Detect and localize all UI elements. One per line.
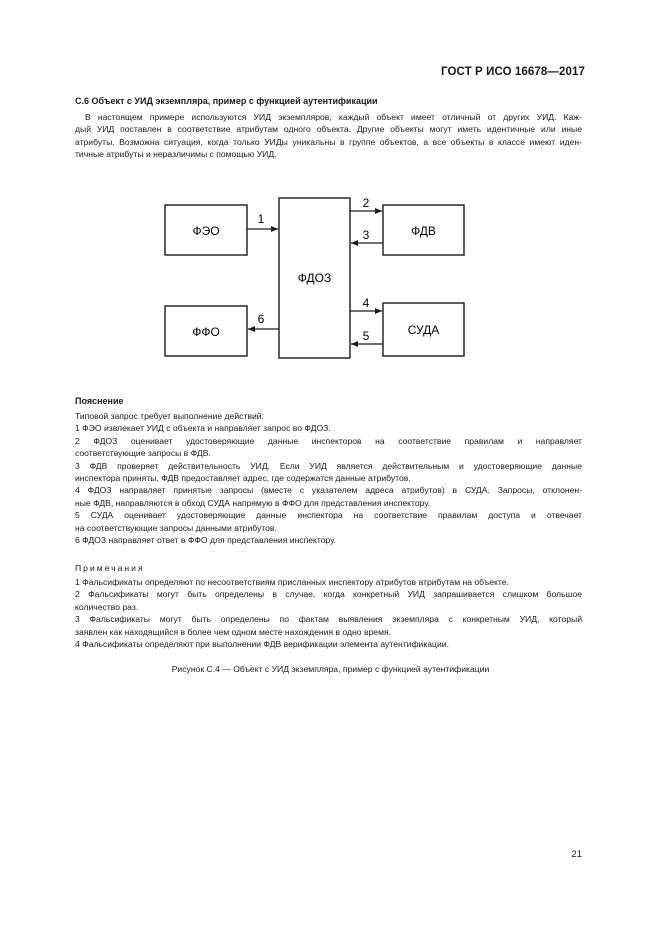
explanation-list — [75, 410, 582, 546]
box-feo-label: ФЭО — [192, 224, 220, 238]
box-fdoz-label: ФДОЗ — [297, 271, 332, 285]
box-suda-label: СУДА — [407, 323, 440, 337]
intro-line: дый УИД поставлен в соответствие атрибутам одного объекта. Другие объекты могут иметь идентичные или иные — [75, 124, 582, 135]
explanation-line: 2 ФДОЗ оценивает удостоверяющие данные инспекторов на соответствие правилам и направляет — [75, 435, 582, 446]
intro-line: тичные атрибуты и неразличимы с помощью УИД. — [75, 149, 277, 160]
explanation-line: на соответствующие запросы данными атрибутов. — [75, 522, 277, 533]
note-line: 2 Фальсификаты могут быть определены в случае, когда конкретный УИД запрашивается слишком большое — [75, 589, 582, 600]
explanation-line: ные ФДВ, направляются в обход СУДА напрямую в ФФО для представления инспектору. — [75, 497, 431, 508]
section-title: С.6 Объект с УИД экземпляра, пример с функцией аутентификации — [75, 96, 378, 106]
arrow-2-label: 2 — [362, 196, 370, 210]
explanation-heading: Пояснение — [75, 396, 124, 406]
note-line: 3 Фальсификаты могут быть определены по фактам выявления экземпляра с конкретным УИД, который — [75, 614, 582, 625]
figure-caption: Рисунок С.4 — Объект с УИД экземпляра, пример с функцией аутентификации — [171, 664, 490, 674]
arrow-1-label: 1 — [257, 212, 265, 226]
explanation-line: инспектора приняты, ФДВ предоставляет адрес, где содержатся данные атрибутов. — [75, 473, 411, 484]
box-ffo-label: ФФО — [192, 325, 220, 339]
page-number: 21 — [571, 849, 582, 860]
box-fdv-label: ФДВ — [411, 224, 436, 238]
explanation-line: 5 СУДА оценивает удостоверяющие данные инспектора на соответствие правилам доступа и отвечает — [75, 510, 582, 521]
explanation-line: 1 ФЭО извлекает УИД с объекта и направляет запрос во ФДОЗ. — [75, 423, 331, 434]
note-line: количество раз. — [75, 601, 139, 612]
arrow-5-label: 5 — [362, 329, 370, 343]
explanation-line: соответствующие запросы в ФДВ. — [75, 448, 211, 459]
explanation-line: 4 ФДОЗ направляет принятые запросы (вместе с указателем адреса атрибутов) в СУДА. Запросы, отклонен- — [75, 485, 582, 496]
intro-line: атрибуты. Возможна ситуация, когда только УИДы уникальны в группе объектов, а все объекты в классе имеют иден- — [75, 136, 582, 147]
note-line: 1 Фальсификаты определяют по несоответствиям присланных инспектору атрибутов атрибутам на объекте. — [75, 577, 509, 587]
notes-heading: Примечания — [75, 563, 145, 573]
arrow-4-label: 4 — [362, 296, 370, 310]
flow-diagram — [0, 0, 661, 400]
arrow-6-label: 6 — [257, 312, 265, 326]
note-line: 4 Фальсификаты определяют при выполнении ФДВ верификации элемента аутентификации. — [75, 639, 449, 650]
notes-list — [75, 576, 582, 650]
explanation-line: Типовой запрос требует выполнение действий: — [75, 411, 264, 421]
arrow-3-label: 3 — [362, 228, 370, 242]
intro-line: В настоящем примере используются УИД экземпляров, каждый объект имеет отличный от других УИД. Каж- — [85, 112, 582, 122]
explanation-line: 6 ФДОЗ направляет ответ в ФФО для представления инспектору. — [75, 535, 337, 546]
explanation-line: 3 ФДВ проверяет действительность УИД. Если УИД является действительным и удостоверяющие данные — [75, 460, 582, 471]
note-line: заявлен как находящийся в более чем одном месте нахождения в одно время. — [75, 626, 392, 637]
document-id: ГОСТ Р ИСО 16678—2017 — [440, 66, 585, 78]
